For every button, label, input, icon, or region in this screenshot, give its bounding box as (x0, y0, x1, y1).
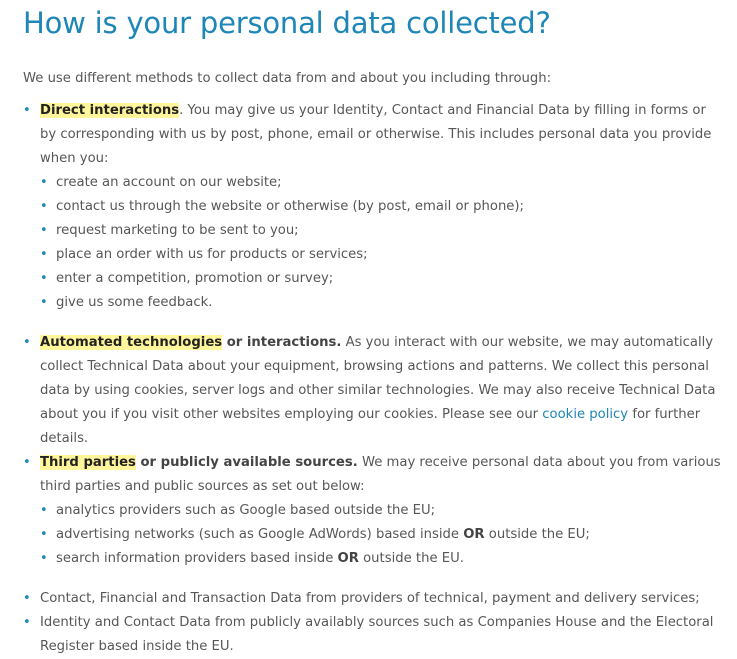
third-parties-sublist (40, 499, 723, 571)
automated-strong-text: or interactions. (222, 335, 342, 350)
highlight-third-parties: Third parties (40, 455, 136, 470)
direct-interactions-sublist (40, 171, 723, 315)
list-item-automated-technologies (23, 331, 723, 451)
list-item-third-parties (23, 451, 723, 571)
item-text: search information providers based inside (56, 551, 338, 566)
item-text: outside the EU. (358, 551, 464, 566)
page-title: How is your personal data collected? (23, 6, 551, 40)
cookie-policy-link[interactable]: cookie policy (542, 407, 629, 422)
list-item: • analytics providers such as Google based outside the EU; (40, 499, 723, 523)
list-item (40, 523, 723, 547)
list-item: • request marketing to be sent to you; (40, 219, 723, 243)
or-emphasis: OR (463, 527, 485, 542)
item-text: outside the EU; (484, 527, 590, 542)
collection-methods-list (23, 99, 723, 659)
list-item-contact-financial: • Contact, Financial and Transaction Data from providers of technical, payment and delivery services; (23, 587, 723, 611)
list-item: • enter a competition, promotion or survey; (40, 267, 723, 291)
list-item: • contact us through the website or otherwise (by post, email or phone); (40, 195, 723, 219)
or-emphasis: OR (337, 551, 359, 566)
list-item: • give us some feedback. (40, 291, 723, 315)
automated-after-text: for further details. (40, 407, 701, 446)
list-item-identity-contact: • Identity and Contact Data from publicly availably sources such as Companies House and the Electoral Register based inside the EU. (23, 611, 723, 659)
automated-text: As you interact with our website, we may automatically collect Technical Data about your equipment, browsing actions and patterns. We collect this personal data by using cookies, server logs and other similar technologies. We may also receive Technical Data about you if you visit other websites employing our cookies. Please see our (40, 335, 716, 422)
highlight-direct-interactions: Direct interactions (40, 103, 180, 118)
intro-text: We use different methods to collect data from and about you including through: (23, 71, 552, 86)
direct-interactions-text: . You may give us your Identity, Contact and Financial Data by filling in forms or by corresponding with us by post, phone, email or otherwise. This includes personal data you provide when you: (40, 103, 712, 166)
third-strong-text: or publicly available sources. (135, 455, 358, 470)
list-item: • place an order with us for products or services; (40, 243, 723, 267)
list-item-direct-interactions (23, 99, 723, 315)
list-item: • create an account on our website; (40, 171, 723, 195)
highlight-automated-technologies: Automated technologies (40, 335, 223, 350)
third-text: We may receive personal data about you from various third parties and public sources as set out below: (40, 455, 721, 494)
list-item (40, 547, 723, 571)
item-text: advertising networks (such as Google AdWords) based inside (56, 527, 464, 542)
